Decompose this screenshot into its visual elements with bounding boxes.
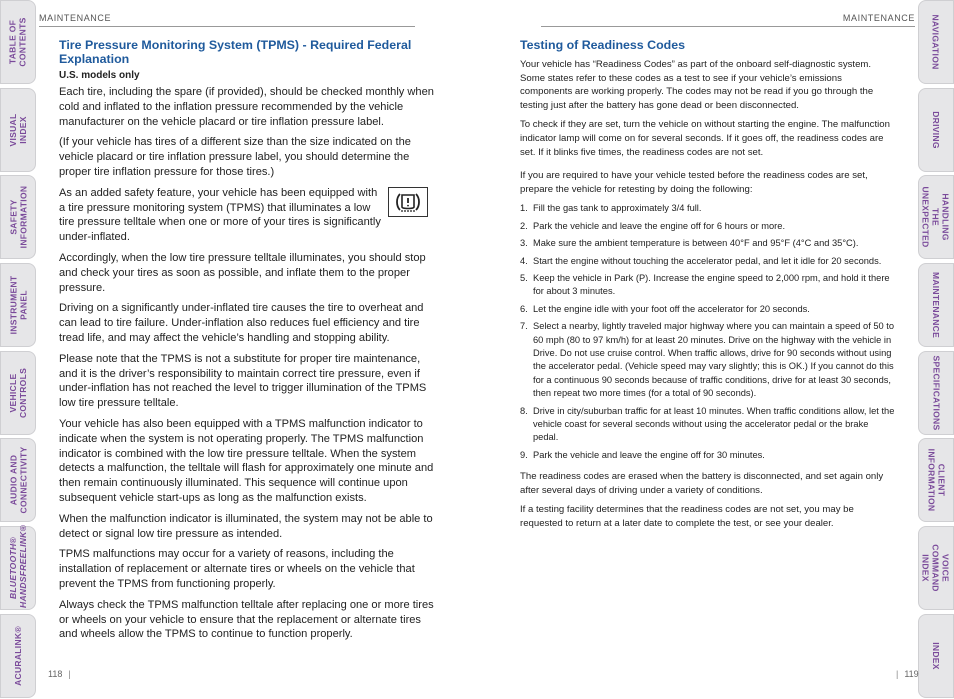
tab-label: SPECIFICATIONS — [931, 355, 942, 431]
list-item — [520, 237, 896, 250]
list-item — [520, 303, 896, 316]
right-header-rule — [541, 26, 915, 27]
tab-index[interactable] — [918, 614, 954, 698]
tab-label: VOICE COMMAND INDEX — [921, 544, 952, 592]
tab-label: MAINTENANCE — [931, 271, 942, 339]
right-page-content — [520, 38, 896, 537]
list-item — [520, 272, 896, 299]
left-page-footer — [48, 669, 77, 679]
paragraph: When the malfunction indicator is illuminated, the system may not be able to detect or signal low tire pressure as intended. — [59, 512, 433, 540]
paragraph: Driving on a significantly under-inflated tire causes the tire to overheat and can lead to tire failure. Under-inflation also reduces fuel efficiency and tire tread life, and may affect the vehicle’s handling and stopping ability. — [59, 302, 424, 344]
step-number: 2. — [520, 220, 528, 231]
step-number: 5. — [520, 272, 528, 283]
tpms-warning-icon — [388, 187, 428, 217]
paragraph: Accordingly, when the low tire pressure telltale illuminates, you should stop and check your tires as soon as possible, and inflate them to the proper pressure. — [59, 251, 426, 294]
right-running-header: MAINTENANCE — [842, 13, 915, 23]
step-number: 7. — [520, 321, 528, 332]
step-text: Make sure the ambient temperature is between 40°F and 95°F (4°C and 35°C). — [533, 238, 859, 249]
right-page-footer — [890, 669, 919, 679]
step-number: 4. — [520, 255, 528, 266]
tab-navigation[interactable] — [918, 0, 954, 84]
tab-visual-index[interactable] — [0, 88, 36, 172]
list-item — [520, 405, 896, 445]
tab-instrument-panel[interactable] — [0, 263, 36, 347]
step-text: Drive in city/suburban traffic for at least 10 minutes. When traffic conditions allow, let the vehicle coast for several seconds without using the accelerator pedal or the brake pedal. — [533, 405, 895, 443]
page-number: 118 — [48, 669, 63, 679]
page-number: 119 — [904, 669, 919, 679]
tab-label: CLIENT INFORMATION — [926, 448, 947, 512]
tab-driving[interactable] — [918, 88, 954, 172]
tab-label: VISUAL INDEX — [8, 113, 28, 147]
tab-acuralink[interactable] — [0, 614, 36, 698]
tab-label: BLUETOOTH® HANDSFREELINK® — [8, 524, 28, 608]
left-running-header: MAINTENANCE — [39, 13, 112, 23]
step-text: Park the vehicle and leave the engine off for 6 hours or more. — [533, 220, 786, 231]
paragraph: If you are required to have your vehicle tested before the readiness codes are set, prepare the vehicle for retesting by doing the following: — [520, 170, 868, 195]
paragraph: If a testing facility determines that the readiness codes are not set, you may be requested to return at a later date to complete the test, or see your dealer. — [520, 504, 854, 530]
paragraph: (If your vehicle has tires of a different size than the size indicated on the vehicle placard or tire inflation pressure label, you should determine the proper tire inflation pressure for those tires.) — [59, 136, 411, 178]
list-item — [520, 320, 896, 400]
list-item — [520, 202, 896, 215]
step-text: Start the engine without touching the accelerator pedal, and let it idle for 20 seconds. — [533, 255, 882, 266]
us-models-subhead: U.S. models only — [59, 70, 140, 81]
left-header-rule — [39, 26, 415, 27]
tab-label: AUDIO AND CONNECTIVITY — [8, 446, 29, 514]
tab-label: ACURALINK® — [13, 626, 24, 686]
paragraph: To check if they are set, turn the vehicle on without starting the engine. The malfunction indicator lamp will come on for several seconds. If it goes off, the readiness codes are set. If it blinks five times, the readiness codes are not set. — [520, 119, 890, 158]
paragraph: Your vehicle has also been equipped with a TPMS malfunction indicator to indicate when the system is not operating properly. The TPMS malfunction indicator is combined with the low tire pressure telltale. When the system detects a malfunction, the telltale will flash for approximately one minute and then remain continuously illuminated. This sequence will continue upon subsequent vehicle start-ups as long as the malfunction exists. — [59, 417, 434, 504]
tab-audio-connectivity[interactable] — [0, 438, 36, 522]
footer-divider: | — [896, 669, 899, 679]
right-section-tabs — [918, 0, 954, 699]
paragraph: Each tire, including the spare (if provided), should be checked monthly when cold and inflated to the inflation pressure recommended by the vehicle manufacturer on the vehicle placard or tire inflation pressure label. — [59, 86, 434, 128]
step-text: Let the engine idle with your foot off the accelerator for 20 seconds. — [533, 303, 810, 314]
step-text: Fill the gas tank to approximately 3/4 full. — [533, 203, 702, 214]
tab-label: INDEX — [931, 642, 941, 670]
tab-label: SAFETY INFORMATION — [8, 185, 29, 249]
step-number: 8. — [520, 405, 528, 416]
footer-divider: | — [68, 669, 71, 679]
paragraph: As an added safety feature, your vehicle has been equipped with a tire pressure monitoring system (TPMS) that illuminates a low tire pressure telltale when one or more of your tires is significantly under-inflated. — [59, 186, 381, 244]
tab-label: VEHICLE CONTROLS — [8, 367, 28, 419]
tab-label: INSTRUMENT PANEL — [8, 275, 29, 335]
step-number: 6. — [520, 303, 528, 314]
tab-voice-command-index[interactable] — [918, 526, 954, 610]
tab-safety-information[interactable] — [0, 175, 36, 259]
paragraph: Your vehicle has “Readiness Codes” as part of the onboard self-diagnostic system. Some states refer to these codes as a test to see if your vehicle’s emissions components are working properly. The codes may not be read if you go through the testing just after the battery has gone dead or been disconnected. — [520, 59, 874, 111]
tab-label: NAVIGATION — [931, 14, 942, 70]
left-section-tabs — [0, 0, 36, 699]
tab-specifications[interactable] — [918, 351, 954, 435]
paragraph: TPMS malfunctions may occur for a variety of reasons, including the installation of replacement or alternate tires or wheels on the vehicle that prevent the TPMS from functioning properly. — [59, 548, 415, 590]
tab-label: TABLE OF CONTENTS — [8, 17, 28, 67]
left-page-content — [59, 38, 434, 648]
tab-vehicle-controls[interactable] — [0, 351, 36, 435]
step-number: 9. — [520, 449, 528, 460]
step-number: 1. — [520, 203, 528, 214]
list-item — [520, 255, 896, 268]
tab-label: HANDLING THE UNEXPECTED — [921, 186, 951, 248]
tab-table-of-contents[interactable] — [0, 0, 36, 84]
tab-maintenance[interactable] — [918, 263, 954, 347]
tpms-section-title: Tire Pressure Monitoring System (TPMS) - Required Federal Explanation — [59, 38, 412, 66]
list-item — [520, 449, 896, 462]
tab-label: DRIVING — [931, 111, 941, 149]
step-text: Select a nearby, lightly traveled major highway where you can maintain a speed of 50 to 60 mph (80 to 97 km/h) for at least 20 minutes. Drive on the highway with the vehicle in Drive. Do not use cruise control. When traffic allows, drive for 90 seconds without using the accelerator pedal. (Vehicle speed may vary slightly; this is OK.) If you cannot do this for a continuous 90 seconds because of traffic conditions, drive for at least 30 seconds, then repeat two more times (for a total of 90 seconds). — [533, 321, 895, 399]
paragraph: The readiness codes are erased when the battery is disconnected, and set again only after several days of driving under a variety of conditions. — [520, 471, 884, 496]
readiness-codes-title: Testing of Readiness Codes — [520, 38, 686, 52]
list-item — [520, 220, 896, 233]
paragraph: Always check the TPMS malfunction telltale after replacing one or more tires or wheels on your vehicle to ensure that the replacement or alternate tires and wheels allow the TPMS to continue to function properly. — [59, 598, 434, 641]
paragraph: Please note that the TPMS is not a substitute for proper tire maintenance, and it is the driver’s responsibility to maintain correct tire pressure, even if under-inflation has not reached the level to trigger illumination of the TPMS low tire pressure telltale. — [59, 352, 427, 410]
tab-client-information[interactable] — [918, 438, 954, 522]
step-text: Park the vehicle and leave the engine off for 30 minutes. — [533, 449, 765, 460]
retest-steps-list — [520, 202, 896, 462]
step-number: 3. — [520, 238, 528, 249]
tab-bluetooth-handsfreelink[interactable] — [0, 526, 36, 610]
tab-handling-unexpected[interactable] — [918, 175, 954, 259]
step-text: Keep the vehicle in Park (P). Increase the engine speed to 2,000 rpm, and hold it there for about 3 minutes. — [533, 272, 890, 297]
